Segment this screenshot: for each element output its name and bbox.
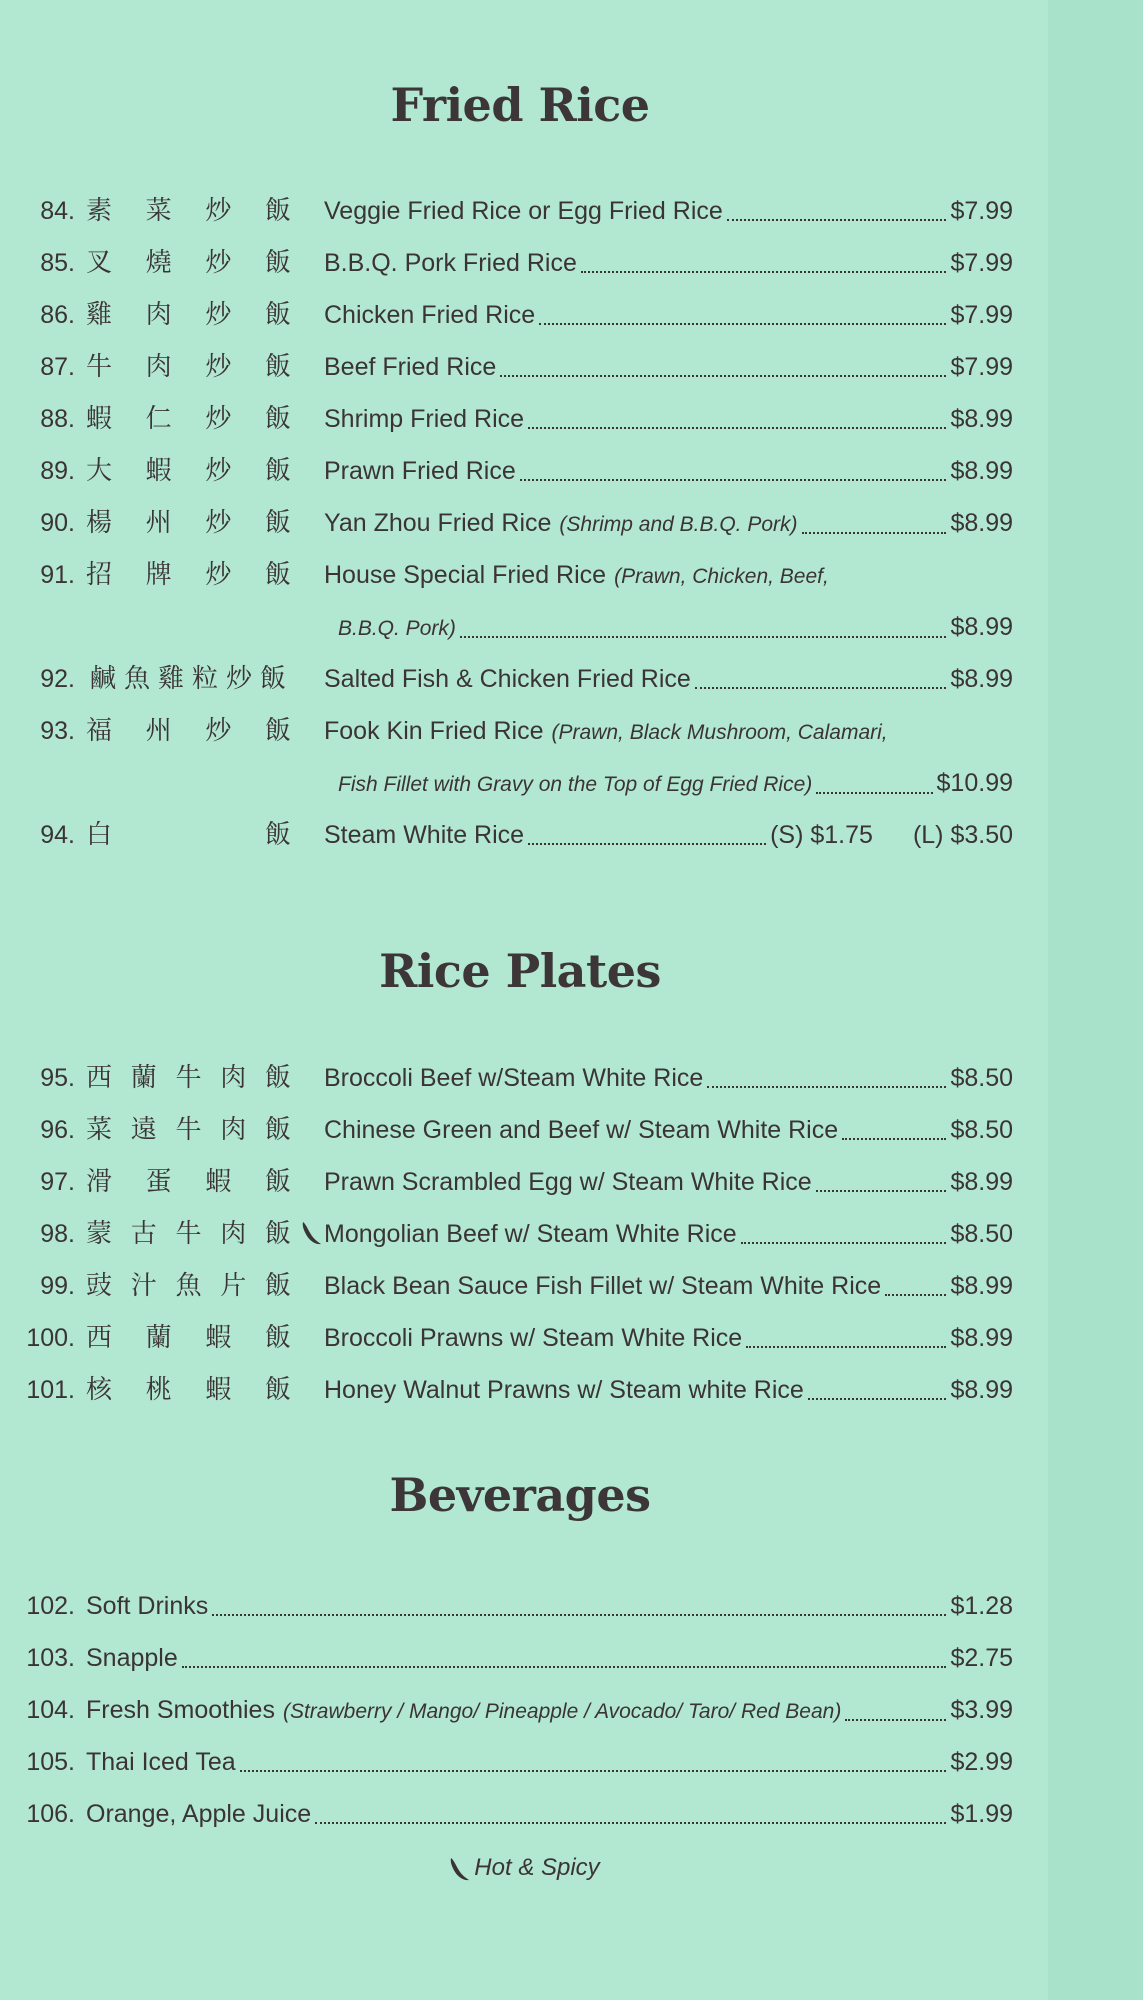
chinese-char: 遠 <box>130 1115 157 1145</box>
section-title-fried-rice: Fried Rice <box>390 78 650 132</box>
dot-leader <box>212 1614 946 1616</box>
item-number: 101. <box>26 1376 75 1404</box>
item-description <box>324 503 1013 545</box>
chinese-char: 牌 <box>145 560 172 590</box>
item-chinese-name <box>86 555 291 595</box>
item-chinese-name <box>86 1370 291 1410</box>
menu-item <box>0 191 1048 231</box>
dot-leader <box>315 1822 946 1824</box>
item-chinese-name <box>86 347 291 387</box>
chinese-char: 炒 <box>205 300 232 330</box>
item-chinese-name <box>86 1266 291 1306</box>
chinese-char: 飯 <box>259 664 286 694</box>
dot-leader <box>885 1294 946 1296</box>
chinese-char: 炒 <box>205 248 232 278</box>
item-name: Mongolian Beef w/ Steam White Rice <box>324 1220 737 1248</box>
chinese-char: 西 <box>86 1063 113 1093</box>
item-price-large: (L) $3.50 <box>912 821 1013 849</box>
menu-item <box>0 555 1048 595</box>
item-name: Black Bean Sauce Fish Fillet w/ Steam White Rice <box>324 1272 882 1300</box>
menu-item <box>0 711 1048 751</box>
item-description <box>324 1110 1013 1150</box>
item-chinese-name <box>86 1110 291 1150</box>
chinese-char: 汁 <box>130 1271 157 1301</box>
item-price: $7.99 <box>950 197 1013 225</box>
item-number: 97. <box>40 1168 75 1196</box>
item-price: $1.99 <box>950 1800 1013 1828</box>
item-price: $8.50 <box>950 1220 1013 1248</box>
dot-leader <box>539 323 946 325</box>
item-description <box>324 711 1013 753</box>
chinese-char: 飯 <box>264 196 291 226</box>
item-chinese-name <box>86 1318 291 1358</box>
item-number: 96. <box>40 1116 75 1144</box>
spicy-legend-label: Hot & Spicy <box>474 1854 600 1881</box>
chinese-char: 飯 <box>264 248 291 278</box>
dot-leader <box>741 1242 947 1244</box>
menu-item <box>0 1214 1048 1254</box>
menu-item <box>0 1370 1048 1410</box>
item-number: 95. <box>40 1064 75 1092</box>
item-name: Soft Drinks <box>86 1592 209 1620</box>
menu-item <box>0 503 1048 543</box>
item-name: Snapple <box>86 1644 178 1672</box>
item-name: Beef Fried Rice <box>324 353 497 381</box>
item-description <box>324 451 1013 491</box>
item-description <box>324 1214 1013 1254</box>
item-number: 94. <box>40 821 75 849</box>
chinese-char: 炒 <box>205 560 232 590</box>
item-price: $2.75 <box>950 1644 1013 1672</box>
menu-item <box>0 1162 1048 1202</box>
chinese-char: 炒 <box>205 508 232 538</box>
item-description <box>324 1318 1013 1358</box>
item-name: Chinese Green and Beef w/ Steam White Rice <box>324 1116 839 1144</box>
item-price: $3.99 <box>950 1696 1013 1724</box>
chinese-char: 牛 <box>175 1219 202 1249</box>
item-price: $7.99 <box>950 301 1013 329</box>
item-price: $8.99 <box>950 1324 1013 1352</box>
menu-item <box>0 347 1048 387</box>
chinese-char: 飯 <box>264 300 291 330</box>
menu-item-continued <box>0 607 1048 647</box>
chinese-char: 西 <box>86 1323 113 1353</box>
menu-item <box>0 659 1048 699</box>
item-chinese-name <box>86 711 291 751</box>
dot-leader <box>528 843 766 845</box>
item-description <box>86 1586 1013 1626</box>
item-name: Broccoli Prawns w/ Steam White Rice <box>324 1324 743 1352</box>
dot-leader <box>500 375 946 377</box>
item-name: Prawn Scrambled Egg w/ Steam White Rice <box>324 1168 812 1196</box>
chinese-char: 雞 <box>86 300 113 330</box>
menu-item <box>0 1266 1048 1306</box>
dot-leader <box>528 427 946 429</box>
dot-leader <box>808 1398 947 1400</box>
menu-item <box>0 243 1048 283</box>
item-price: $8.99 <box>950 457 1013 485</box>
dot-leader <box>240 1770 947 1772</box>
chinese-char: 飯 <box>264 1219 291 1249</box>
chinese-char: 菜 <box>145 196 172 226</box>
item-description <box>324 555 1013 597</box>
item-chinese-name <box>86 503 291 543</box>
chinese-char: 蒙 <box>86 1219 113 1249</box>
chinese-char: 飯 <box>264 1063 291 1093</box>
item-description-continued <box>330 763 1013 805</box>
spicy-legend <box>0 1854 1048 1882</box>
item-number: 105. <box>26 1748 75 1776</box>
chinese-char: 招 <box>86 560 113 590</box>
item-name: Salted Fish & Chicken Fried Rice <box>324 665 691 693</box>
item-number: 104. <box>26 1696 75 1724</box>
section-title-beverages: Beverages <box>389 1468 651 1522</box>
item-price: $8.50 <box>950 1064 1013 1092</box>
item-name: Fook Kin Fried Rice <box>324 717 544 745</box>
dot-leader <box>581 271 947 273</box>
dot-leader <box>845 1719 946 1721</box>
menu-item <box>0 295 1048 335</box>
item-chinese-name <box>86 1214 291 1254</box>
item-name: Broccoli Beef w/Steam White Rice <box>324 1064 704 1092</box>
menu-item <box>0 399 1048 439</box>
item-note-continued: Fish Fillet with Gravy on the Top of Egg Fried Rice) <box>338 773 813 796</box>
dot-leader <box>816 792 932 794</box>
chinese-char: 大 <box>86 456 113 486</box>
item-name: Orange, Apple Juice <box>86 1800 312 1828</box>
chinese-char: 楊 <box>86 508 113 538</box>
chinese-char: 雞 <box>157 664 184 694</box>
section-title-rice-plates: Rice Plates <box>379 944 661 998</box>
chinese-char: 蝦 <box>145 456 172 486</box>
item-price: $7.99 <box>950 249 1013 277</box>
item-chinese-name <box>86 1162 291 1202</box>
chinese-char: 飯 <box>264 456 291 486</box>
chinese-char: 燒 <box>145 248 172 278</box>
item-name: House Special Fried Rice <box>324 561 607 589</box>
item-price: $8.99 <box>950 1376 1013 1404</box>
menu-item <box>0 1742 1048 1782</box>
dot-leader <box>727 219 947 221</box>
chinese-char: 蝦 <box>86 404 113 434</box>
chinese-char: 鹹 <box>89 664 116 694</box>
chinese-char: 飯 <box>264 1323 291 1353</box>
chinese-char: 飯 <box>264 352 291 382</box>
menu-item <box>0 1794 1048 1834</box>
item-note: (Strawberry / Mango/ Pineapple / Avocado/ Taro/ Red Bean) <box>282 1700 842 1723</box>
dot-leader <box>695 687 947 689</box>
item-name: Steam White Rice <box>324 821 525 849</box>
dot-leader <box>842 1138 946 1140</box>
item-note: (Prawn, Chicken, Beef, <box>614 565 829 588</box>
item-price: $8.99 <box>950 1272 1013 1300</box>
menu-item <box>0 1318 1048 1358</box>
chinese-char: 魚 <box>175 1271 202 1301</box>
menu-item <box>0 1690 1048 1730</box>
chinese-char: 牛 <box>175 1063 202 1093</box>
item-number: 90. <box>40 509 75 537</box>
chinese-char: 蛋 <box>145 1167 172 1197</box>
item-chinese-name <box>86 451 291 491</box>
chinese-char: 肉 <box>220 1219 247 1249</box>
item-description <box>324 1162 1013 1202</box>
chinese-char: 福 <box>86 716 113 746</box>
chinese-char: 飯 <box>264 1167 291 1197</box>
chili-pepper-icon <box>300 1220 322 1246</box>
chinese-char: 飯 <box>264 508 291 538</box>
menu-item <box>0 1110 1048 1150</box>
chinese-char: 蝦 <box>205 1323 232 1353</box>
item-name: Thai Iced Tea <box>86 1748 236 1776</box>
item-name: Shrimp Fried Rice <box>324 405 525 433</box>
chinese-char: 白 <box>86 820 113 850</box>
item-number: 88. <box>40 405 75 433</box>
chinese-char: 核 <box>86 1375 113 1405</box>
item-chinese-name <box>86 295 291 335</box>
item-chinese-name <box>86 1058 291 1098</box>
dot-leader <box>746 1346 946 1348</box>
item-description <box>324 295 1013 335</box>
item-price: $2.99 <box>950 1748 1013 1776</box>
item-price: $8.50 <box>950 1116 1013 1144</box>
item-number: 86. <box>40 301 75 329</box>
chinese-char: 肉 <box>145 352 172 382</box>
chinese-char: 牛 <box>86 352 113 382</box>
item-description <box>324 1266 1013 1306</box>
item-description <box>86 1742 1013 1782</box>
item-price: $8.99 <box>950 665 1013 693</box>
chinese-char: 飯 <box>264 1115 291 1145</box>
chinese-char: 古 <box>130 1219 157 1249</box>
chinese-char: 蝦 <box>205 1167 232 1197</box>
menu-item <box>0 451 1048 491</box>
chinese-char: 飯 <box>264 820 291 850</box>
item-description <box>324 191 1013 231</box>
chinese-char: 叉 <box>86 248 113 278</box>
chinese-char: 州 <box>145 508 172 538</box>
item-description <box>324 815 1013 855</box>
item-name: Prawn Fried Rice <box>324 457 516 485</box>
chinese-char: 飯 <box>264 1375 291 1405</box>
item-price: $8.99 <box>950 509 1013 537</box>
chinese-char: 仁 <box>145 404 172 434</box>
item-description <box>324 659 1013 699</box>
item-chinese-name <box>86 815 291 855</box>
chinese-char: 肉 <box>145 300 172 330</box>
menu-item <box>0 1586 1048 1626</box>
item-price: $1.28 <box>950 1592 1013 1620</box>
chinese-char: 炒 <box>205 352 232 382</box>
item-number: 98. <box>40 1220 75 1248</box>
chinese-char: 蘭 <box>130 1063 157 1093</box>
item-description-continued <box>330 607 1013 649</box>
item-price: $8.99 <box>950 405 1013 433</box>
item-number: 99. <box>40 1272 75 1300</box>
chinese-char: 飯 <box>264 404 291 434</box>
item-chinese-name <box>86 191 291 231</box>
chinese-char: 飯 <box>264 1271 291 1301</box>
chinese-char: 蝦 <box>205 1375 232 1405</box>
item-note: (Prawn, Black Mushroom, Calamari, <box>551 721 888 744</box>
item-description <box>324 243 1013 283</box>
chili-pepper-icon <box>448 1856 470 1882</box>
menu-item <box>0 815 1048 855</box>
item-number: 102. <box>26 1592 75 1620</box>
chinese-char: 飯 <box>264 716 291 746</box>
item-number: 84. <box>40 197 75 225</box>
page-edge <box>1048 0 1143 2000</box>
item-price-small: (S) $1.75 <box>770 821 873 849</box>
chinese-char: 蘭 <box>145 1323 172 1353</box>
item-note-continued: B.B.Q. Pork) <box>338 617 456 640</box>
dot-leader <box>520 479 947 481</box>
item-price: $10.99 <box>936 769 1013 797</box>
chinese-char: 菜 <box>86 1115 113 1145</box>
chinese-char: 滑 <box>86 1167 113 1197</box>
chinese-char: 粒 <box>191 664 218 694</box>
item-description <box>86 1638 1013 1678</box>
item-name: B.B.Q. Pork Fried Rice <box>324 249 577 277</box>
item-price: $8.99 <box>950 1168 1013 1196</box>
chinese-char: 炒 <box>205 404 232 434</box>
chinese-char: 片 <box>220 1271 247 1301</box>
item-chinese-name <box>86 659 291 699</box>
item-number: 100. <box>26 1324 75 1352</box>
chinese-char: 豉 <box>86 1271 113 1301</box>
chinese-char: 炒 <box>205 716 232 746</box>
dot-leader <box>802 532 947 534</box>
item-name: Honey Walnut Prawns w/ Steam white Rice <box>324 1376 804 1404</box>
item-chinese-name <box>86 243 291 283</box>
item-number: 85. <box>40 249 75 277</box>
item-description <box>324 1058 1013 1098</box>
chinese-char: 牛 <box>175 1115 202 1145</box>
item-number: 87. <box>40 353 75 381</box>
chinese-char: 肉 <box>220 1063 247 1093</box>
item-note: (Shrimp and B.B.Q. Pork) <box>559 513 798 536</box>
item-price: $8.99 <box>950 613 1013 641</box>
item-number: 92. <box>40 665 75 693</box>
chinese-char: 桃 <box>145 1375 172 1405</box>
item-price: $7.99 <box>950 353 1013 381</box>
item-description <box>324 399 1013 439</box>
chinese-char: 炒 <box>225 664 252 694</box>
dot-leader <box>182 1666 947 1668</box>
item-name: Yan Zhou Fried Rice <box>324 509 552 537</box>
item-description <box>324 1370 1013 1410</box>
chinese-char: 炒 <box>205 456 232 486</box>
chinese-char: 州 <box>145 716 172 746</box>
chinese-char: 魚 <box>123 664 150 694</box>
menu-item <box>0 1058 1048 1098</box>
item-description <box>86 1794 1013 1834</box>
dot-leader <box>707 1086 946 1088</box>
dot-leader <box>460 636 947 638</box>
chinese-char: 素 <box>86 196 113 226</box>
item-number: 89. <box>40 457 75 485</box>
item-description <box>86 1690 1013 1732</box>
menu-item <box>0 1638 1048 1678</box>
item-description <box>324 347 1013 387</box>
chinese-char: 飯 <box>264 560 291 590</box>
item-name: Fresh Smoothies <box>86 1696 275 1724</box>
item-number: 91. <box>40 561 75 589</box>
item-number: 103. <box>26 1644 75 1672</box>
item-number: 106. <box>26 1800 75 1828</box>
menu-item-continued <box>0 763 1048 803</box>
chinese-char: 肉 <box>220 1115 247 1145</box>
item-name: Chicken Fried Rice <box>324 301 536 329</box>
item-name: Veggie Fried Rice or Egg Fried Rice <box>324 197 723 225</box>
item-chinese-name <box>86 399 291 439</box>
chinese-char: 炒 <box>205 196 232 226</box>
dot-leader <box>816 1190 947 1192</box>
item-number: 93. <box>40 717 75 745</box>
